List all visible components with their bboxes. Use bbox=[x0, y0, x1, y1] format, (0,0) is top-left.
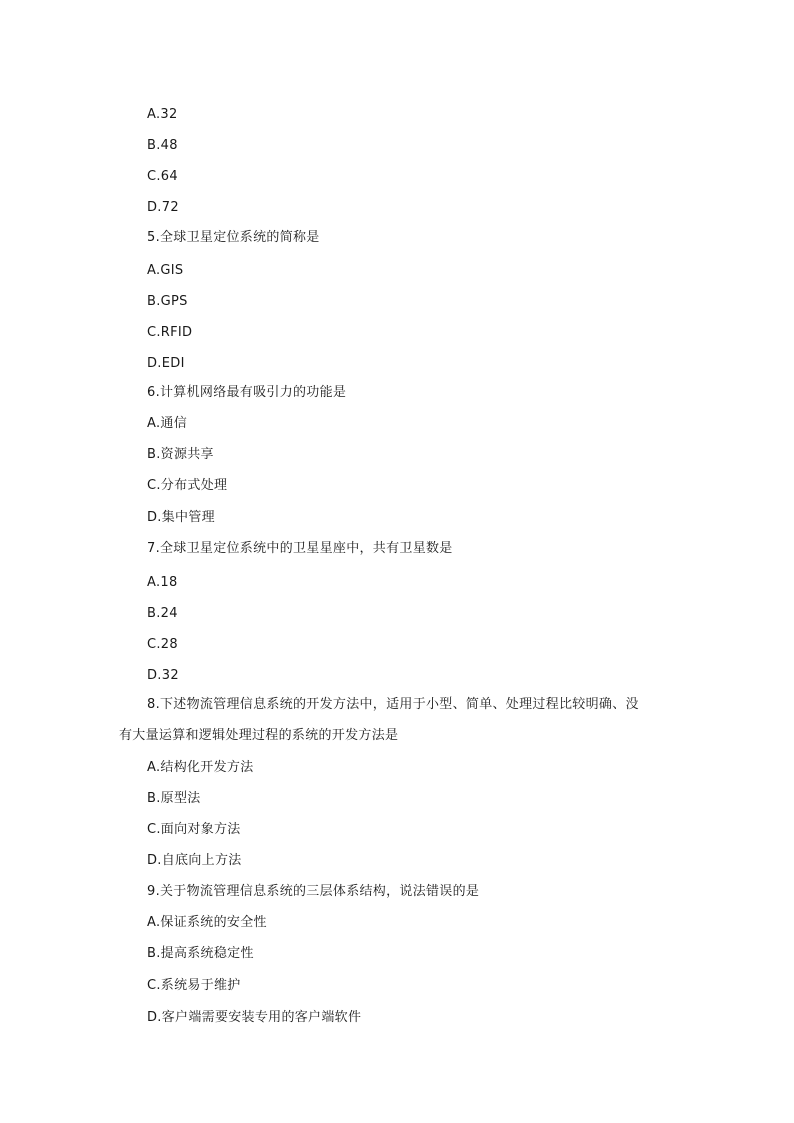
option-d-q8: D.自底向上方法 bbox=[147, 853, 242, 868]
option-d-q4: D.72 bbox=[147, 200, 179, 215]
option-a-q4: A.32 bbox=[147, 107, 178, 122]
option-d-q5: D.EDI bbox=[147, 356, 185, 371]
question-6: 6.计算机网络最有吸引力的功能是 bbox=[147, 385, 347, 400]
option-c-q9: C.系统易于维护 bbox=[147, 978, 241, 993]
option-a-q8: A.结构化开发方法 bbox=[147, 760, 254, 775]
option-d-q9: D.客户端需要安装专用的客户端软件 bbox=[147, 1010, 362, 1025]
option-a-q9: A.保证系统的安全性 bbox=[147, 915, 267, 930]
option-b-q5: B.GPS bbox=[147, 294, 188, 309]
option-c-q4: C.64 bbox=[147, 169, 178, 184]
question-9: 9.关于物流管理信息系统的三层体系结构，说法错误的是 bbox=[147, 884, 480, 899]
option-b-q4: B.48 bbox=[147, 138, 178, 153]
option-a-q5: A.GIS bbox=[147, 263, 184, 278]
question-8: 8.下述物流管理信息系统的开发方法中，适用于小型、简单、处理过程比较明确、没 bbox=[147, 697, 639, 712]
option-a-q7: A.18 bbox=[147, 575, 178, 590]
option-b-q8: B.原型法 bbox=[147, 791, 201, 806]
option-d-q6: D.集中管理 bbox=[147, 510, 215, 525]
option-c-q8: C.面向对象方法 bbox=[147, 822, 241, 837]
option-a-q6: A.通信 bbox=[147, 416, 187, 431]
option-b-q6: B.资源共享 bbox=[147, 447, 214, 462]
option-d-q7: D.32 bbox=[147, 668, 179, 683]
question-8-continued: 有大量运算和逻辑处理过程的系统的开发方法是 bbox=[119, 728, 399, 743]
question-5: 5.全球卫星定位系统的简称是 bbox=[147, 230, 320, 245]
option-c-q6: C.分布式处理 bbox=[147, 478, 228, 493]
question-7: 7.全球卫星定位系统中的卫星星座中，共有卫星数是 bbox=[147, 541, 453, 556]
option-b-q9: B.提高系统稳定性 bbox=[147, 946, 254, 961]
option-c-q7: C.28 bbox=[147, 637, 178, 652]
option-b-q7: B.24 bbox=[147, 606, 178, 621]
option-c-q5: C.RFID bbox=[147, 325, 193, 340]
